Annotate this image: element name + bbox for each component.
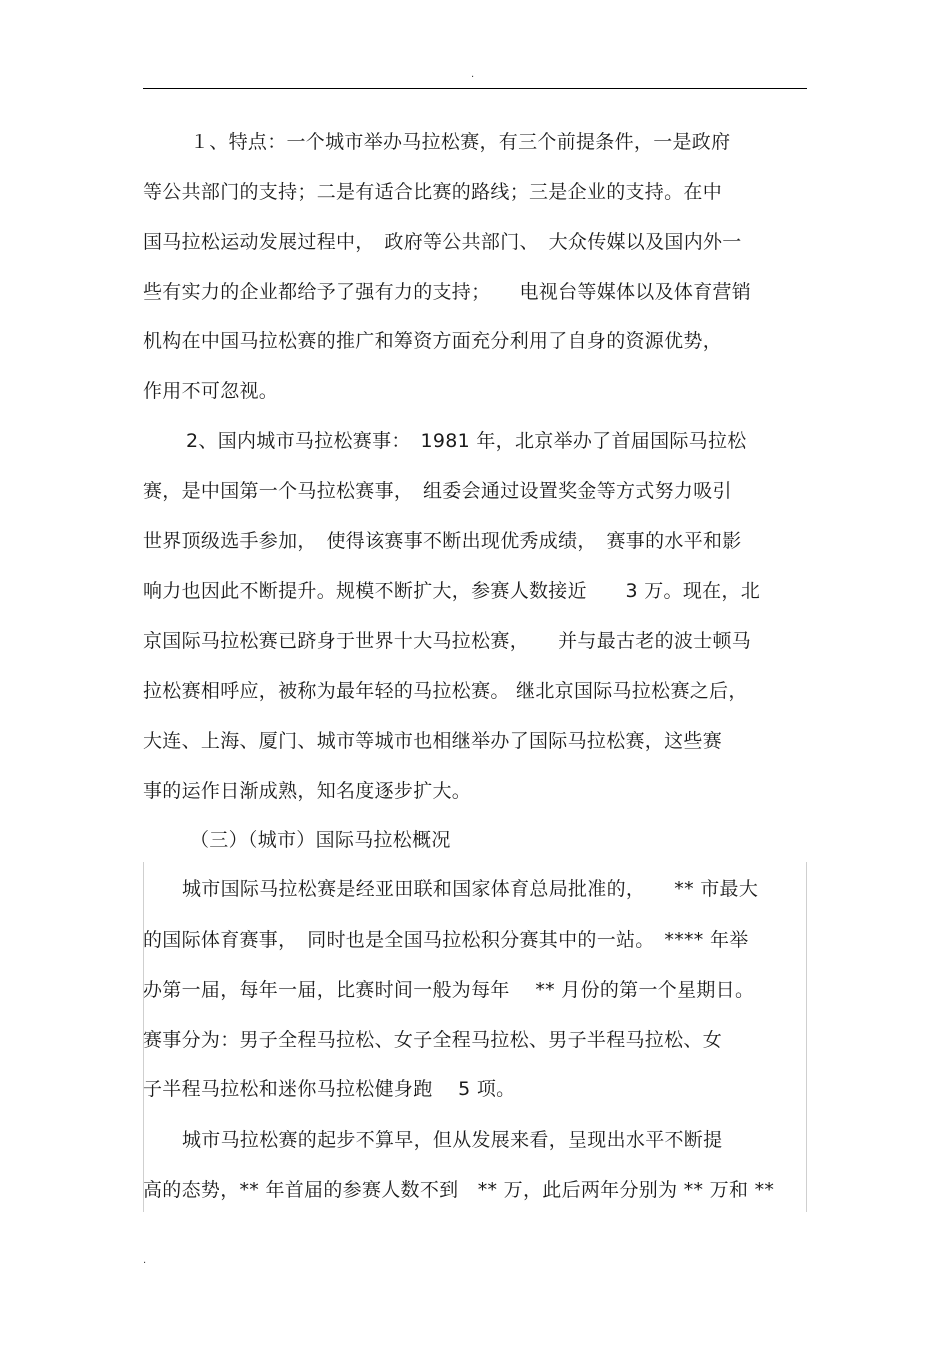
section2-line: 赛，是中国第一个马拉松赛事， 组委会通过设置奖金等方式努力吸引 <box>143 480 732 502</box>
header-rule <box>143 88 807 89</box>
section2-line: 世界顶级选手参加， 使得该赛事不断出现优秀成绩， 赛事的水平和影 <box>143 530 742 552</box>
section3-line: 赛事分为：男子全程马拉松、女子全程马拉松、男子半程马拉松、女 <box>143 1029 723 1051</box>
section3-line: 子半程马拉松和迷你马拉松健身跑 5 项。 <box>143 1078 516 1100</box>
footer-mark: . <box>143 1255 147 1266</box>
section3-line: 办第一届，每年一届，比赛时间一般为每年 ** 月份的第一个星期日。 <box>143 979 755 1001</box>
section1-line: 机构在中国马拉松赛的推广和筹资方面充分利用了自身的资源优势， <box>143 330 723 352</box>
section3-line: 城市马拉松赛的起步不算早，但从发展来看，呈现出水平不断提 <box>182 1129 723 1151</box>
section1-line: 国马拉松运动发展过程中， 政府等公共部门、 大众传媒以及国内外一 <box>143 231 742 253</box>
section1-line: １、特点：一个城市举办马拉松赛，有三个前提条件，一是政府 <box>190 131 731 153</box>
section1-line: 作用不可忽视。 <box>143 380 279 402</box>
section1-line: 等公共部门的支持；二是有适合比赛的路线；三是企业的支持。在中 <box>143 181 723 203</box>
section2-line: 事的运作日渐成熟，知名度逐步扩大。 <box>143 780 472 802</box>
section2-line: 京国际马拉松赛已跻身于世界十大马拉松赛， 并与最古老的波士顿马 <box>143 630 752 652</box>
section1-line: 些有实力的企业都给予了强有力的支持； 电视台等媒体以及体育营销 <box>143 281 752 303</box>
section2-line: 响力也因此不断提升。规模不断扩大，参赛人数接近 3 万。现在，北 <box>143 580 761 602</box>
section2-line: 大连、上海、厦门、城市等城市也相继举办了国际马拉松赛，这些赛 <box>143 730 723 752</box>
section3-line: 的国际体育赛事， 同时也是全国马拉松积分赛其中的一站。 **** 年举 <box>143 929 749 951</box>
section2-line: 2、国内城市马拉松赛事： 1981 年，北京举办了首届国际马拉松 <box>186 430 747 452</box>
section2-line: 拉松赛相呼应，被称为最年轻的马拉松赛。 继北京国际马拉松赛之后， <box>143 680 748 702</box>
section3-line: 城市国际马拉松赛是经亚田联和国家体育总局批准的， ** 市最大 <box>182 878 759 900</box>
section3-heading: （三）（城市）国际马拉松概况 <box>190 829 451 851</box>
section3-line: 高的态势，** 年首届的参赛人数不到 ** 万，此后两年分别为 ** 万和 ** <box>143 1179 775 1201</box>
header-mark: . <box>471 69 475 80</box>
